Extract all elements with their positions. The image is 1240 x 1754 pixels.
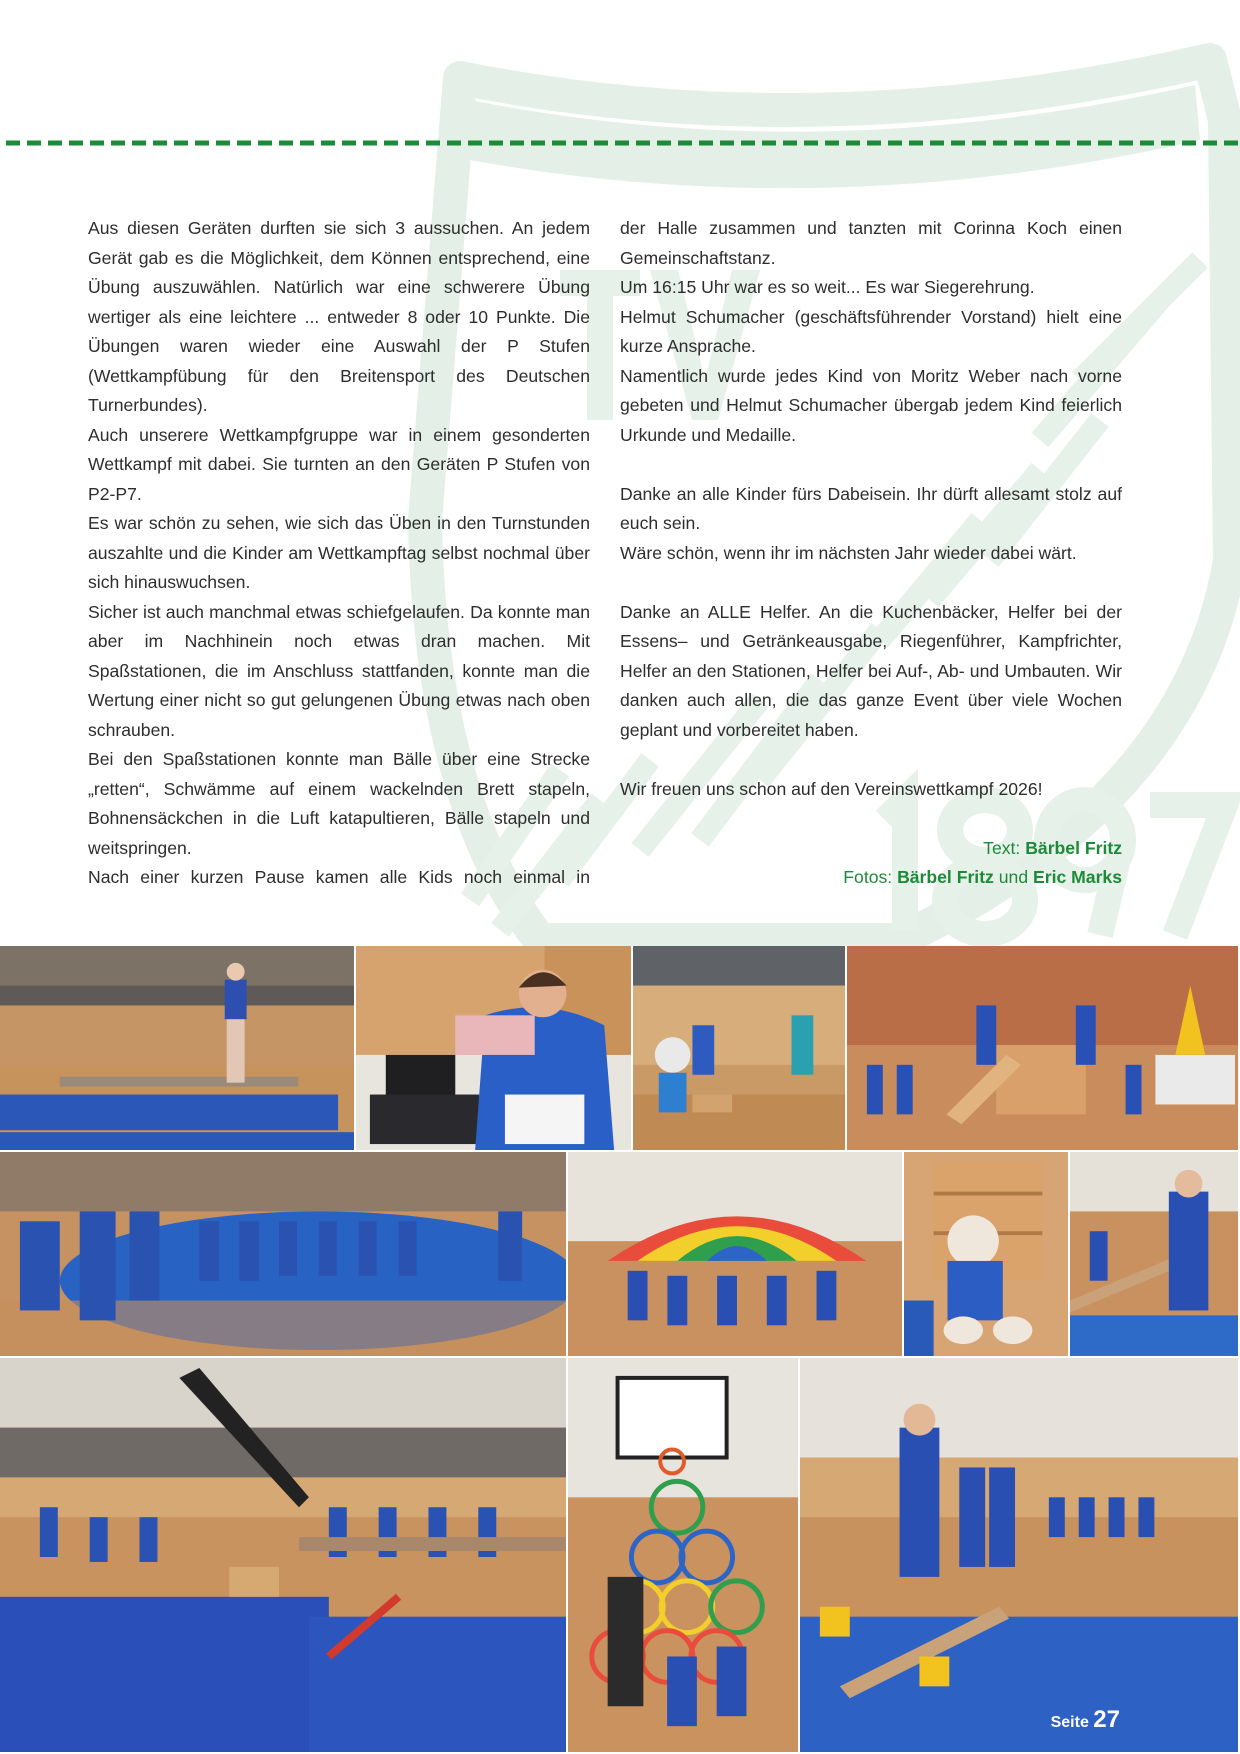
photo-hall-station xyxy=(633,946,847,1152)
photo-credit-label: Fotos: xyxy=(843,867,893,887)
photo-teddy-bear xyxy=(904,1152,1070,1358)
text-credit-label: Text: xyxy=(983,837,1021,858)
text-credit-author: Bärbel Fritz xyxy=(1025,837,1122,858)
photo-credit-and: und xyxy=(998,867,1029,887)
photo-credit xyxy=(620,863,1122,893)
photo-balance-board-station xyxy=(800,1358,1240,1754)
paragraph: Um 16:15 Uhr war es so weit... Es war Siegerehrung. xyxy=(620,277,1035,297)
paragraph: Danke an alle Kinder fürs Dabeisein. Ihr dürft allesamt stolz auf euch sein. xyxy=(620,483,1122,533)
paragraph: Auch unserere Wettkampfgruppe war in einem gesonderten Wettkampf mit dabei. Sie turnten an den Geräten P Stufen von P2-P7. xyxy=(88,424,590,504)
article-body xyxy=(88,214,1122,893)
paragraph: Danke an ALLE Helfer. An die Kuchenbäcker, Helfer bei der Essens– und Getränkeausgabe, Riegenführer, Kampfrichter, Helfer an den Stationen, Helfer bei Auf-, Ab- und Umbauten. Wir danken auch allen, die das ganze Event über viele Wochen geplant und vorbereitet haben. xyxy=(620,601,1122,740)
photo-balance-beam xyxy=(0,946,356,1152)
paragraph: Namentlich wurde jedes Kind von Moritz Weber nach vorne gebeten und Helmut Schumacher übergab jedem Kind feierlich Urkunde und Medaille. xyxy=(620,365,1122,445)
paragraph: Aus diesen Geräten durften sie sich 3 aussuchen. An jedem Gerät gab es die Möglichkeit, dem Können entsprechend, eine Übung auszuwählen. Natürlich war eine schwerere Übung wertiger als eine leichtere ... entweder 8 oder 10 Punkte. Die Übungen waren wieder eine Auswahl der P Stufen (Wettkampfübung für den Breitensport des Deutschen Turnerbundes). xyxy=(88,218,590,415)
photo-bench-station xyxy=(1070,1152,1240,1358)
page-label: Seite xyxy=(1050,1714,1089,1731)
article-column-right xyxy=(620,214,1122,893)
page-number-value: 27 xyxy=(1093,1706,1120,1733)
paragraph: Sicher ist auch manchmal etwas schiefgelaufen. Da konnte man aber im Nachhinein noch etwas dran machen. Mit Spaßstationen, die im Anschluss stattfanden, konnte man die Wertung einer nicht so gut gelungenen Übung etwas nach oben schrauben. xyxy=(88,601,590,740)
paragraph: Helmut Schumacher (geschäftsführender Vorstand) hielt eine kurze Ansprache. xyxy=(620,306,1122,356)
photo-hall-overview xyxy=(0,1358,568,1754)
page-number xyxy=(1051,1706,1120,1734)
photo-group-dance xyxy=(0,1152,568,1358)
paragraph: Es war schön zu sehen, wie sich das Üben in den Turnstunden auszahlte und die Kinder am Wettkampftag selbst nochmal über sich hinauswuchsen. xyxy=(88,513,590,592)
paragraph: Wäre schön, wenn ihr im nächsten Jahr wieder dabei wärt. xyxy=(620,542,1077,563)
closing-line: Wir freuen uns schon auf den Vereinswettkampf 2026! xyxy=(620,778,1043,799)
paragraph: Bei den Spaßstationen konnte man Bälle über eine Strecke „retten“, Schwämme auf einem wackelnden Brett stapeln, Bohnensäckchen in die Luft katapultieren, Bälle stapeln und weitspringen. xyxy=(88,749,590,858)
photo-parachute-game xyxy=(568,1152,904,1358)
paragraph: Nach einer kurzen Pause kamen alle Kids noch einmal in xyxy=(88,867,590,887)
credits xyxy=(620,834,1122,893)
photo-credit-author-1: Bärbel Fritz xyxy=(897,867,994,887)
photo-vault-box xyxy=(847,946,1240,1152)
photo-basketball-hoops xyxy=(568,1358,800,1754)
photo-collage xyxy=(0,946,1240,1754)
text-credit xyxy=(620,834,1122,864)
paragraph: der Halle zusammen und tanzten mit Corinna Koch einen Gemeinschaftstanz. xyxy=(620,218,1122,268)
photo-credit-author-2: Eric Marks xyxy=(1033,867,1122,887)
dashed-divider xyxy=(6,140,1240,146)
article-column-left xyxy=(88,214,590,893)
photo-scorekeeper-laptop xyxy=(356,946,633,1152)
